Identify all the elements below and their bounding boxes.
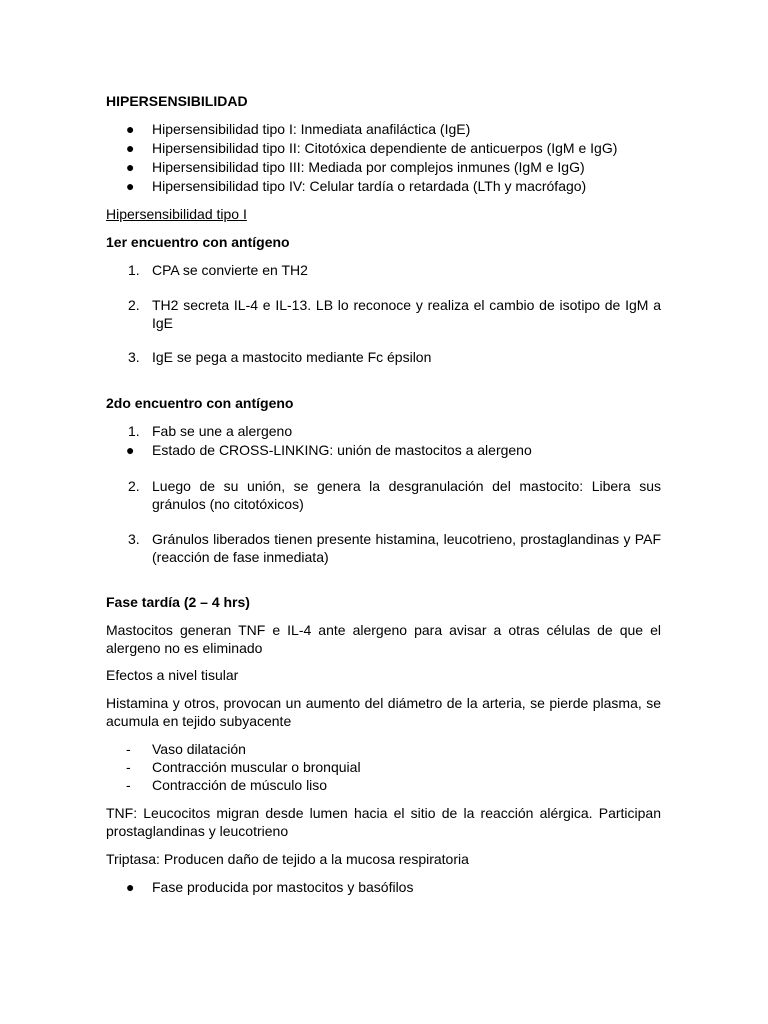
paragraph: Efectos a nivel tisular (106, 667, 239, 683)
bullet-icon: ● (126, 159, 135, 175)
bullet-icon: ● (126, 140, 135, 156)
document-page: HIPERSENSIBILIDAD ● Hipersensibilidad tipo I: Inmediata anafiláctica (IgE) ● Hipersensibilidad tipo II: Citotóxica dependiente de anticuerpos (IgM e IgG) ● Hipersensibilidad tipo III: Mediada por complejos inmunes (IgM e IgG) ● Hipersensibilidad tipo IV: Celular tardía o retardada (LTh y macrófago) Hipersensibilidad tipo I 1er encuentro con antígeno 1. CPA se convierte en TH2 2. TH2 secreta IL-4 e IL-13. LB lo reconoce y realiza el cambio de isotipo de IgM a IgE 3. IgE se pega a mastocito mediante Fc épsilon 2do encuentro con antígeno 1. Fab se une a alergeno ● Estado de CROSS-LINKING: unión de mastocitos a alergeno 2. Luego de su unión, se genera la desgranulación del mastocito: Libera sus gránulos (no citotóxicos) 3. Gránulos liberados tienen presente histamina, leucotrieno, prostaglandinas y PAF (reacción de fase inmediata) Fase tardía (2 – 4 hrs) Mastocitos generan TNF e IL-4 ante alergeno para avisar a otras células de que el alergeno no es eliminado Efectos a nivel tisular Histamina y otros, provocan un aumento del diámetro de la arteria, se pierde plasma, se acumula en tejido subyacente - Vaso dilatación - Contracción muscular o bronquial - Contracción de músculo liso TNF: Leucocitos migran desde lumen hacia el sitio de la reacción alérgica. Participan prostaglandinas y leucotrieno Triptasa: Producen daño de tejido a la mucosa respiratoria ● Fase producida por mastocitos y basófilos (106, 93, 661, 895)
paragraph: Triptasa: Producen daño de tejido a la mucosa respiratoria (106, 851, 469, 867)
dash-icon: - (126, 777, 131, 793)
bullet-icon: ● (126, 442, 135, 458)
paragraph: TNF: Leucocitos migran desde lumen hacia el sitio de la reacción alérgica. Participan prostaglandinas y leucotrieno (106, 805, 661, 839)
doc-title: HIPERSENSIBILIDAD (106, 93, 248, 109)
section-heading: Fase tardía (2 – 4 hrs) (106, 594, 250, 610)
bullet-icon: ● (126, 121, 135, 137)
bullet-icon: ● (126, 879, 135, 895)
paragraph: Mastocitos generan TNF e IL-4 ante alergeno para avisar a otras células de que el alergeno no es eliminado (106, 622, 661, 656)
bullet-icon: ● (126, 178, 135, 194)
section-title: Hipersensibilidad tipo I (106, 206, 247, 222)
section-heading: 2do encuentro con antígeno (106, 395, 294, 411)
paragraph: Histamina y otros, provocan un aumento del diámetro de la arteria, se pierde plasma, se acumula en tejido subyacente (106, 695, 661, 729)
dash-icon: - (126, 741, 131, 757)
dash-icon: - (126, 759, 131, 775)
section-heading: 1er encuentro con antígeno (106, 234, 290, 250)
